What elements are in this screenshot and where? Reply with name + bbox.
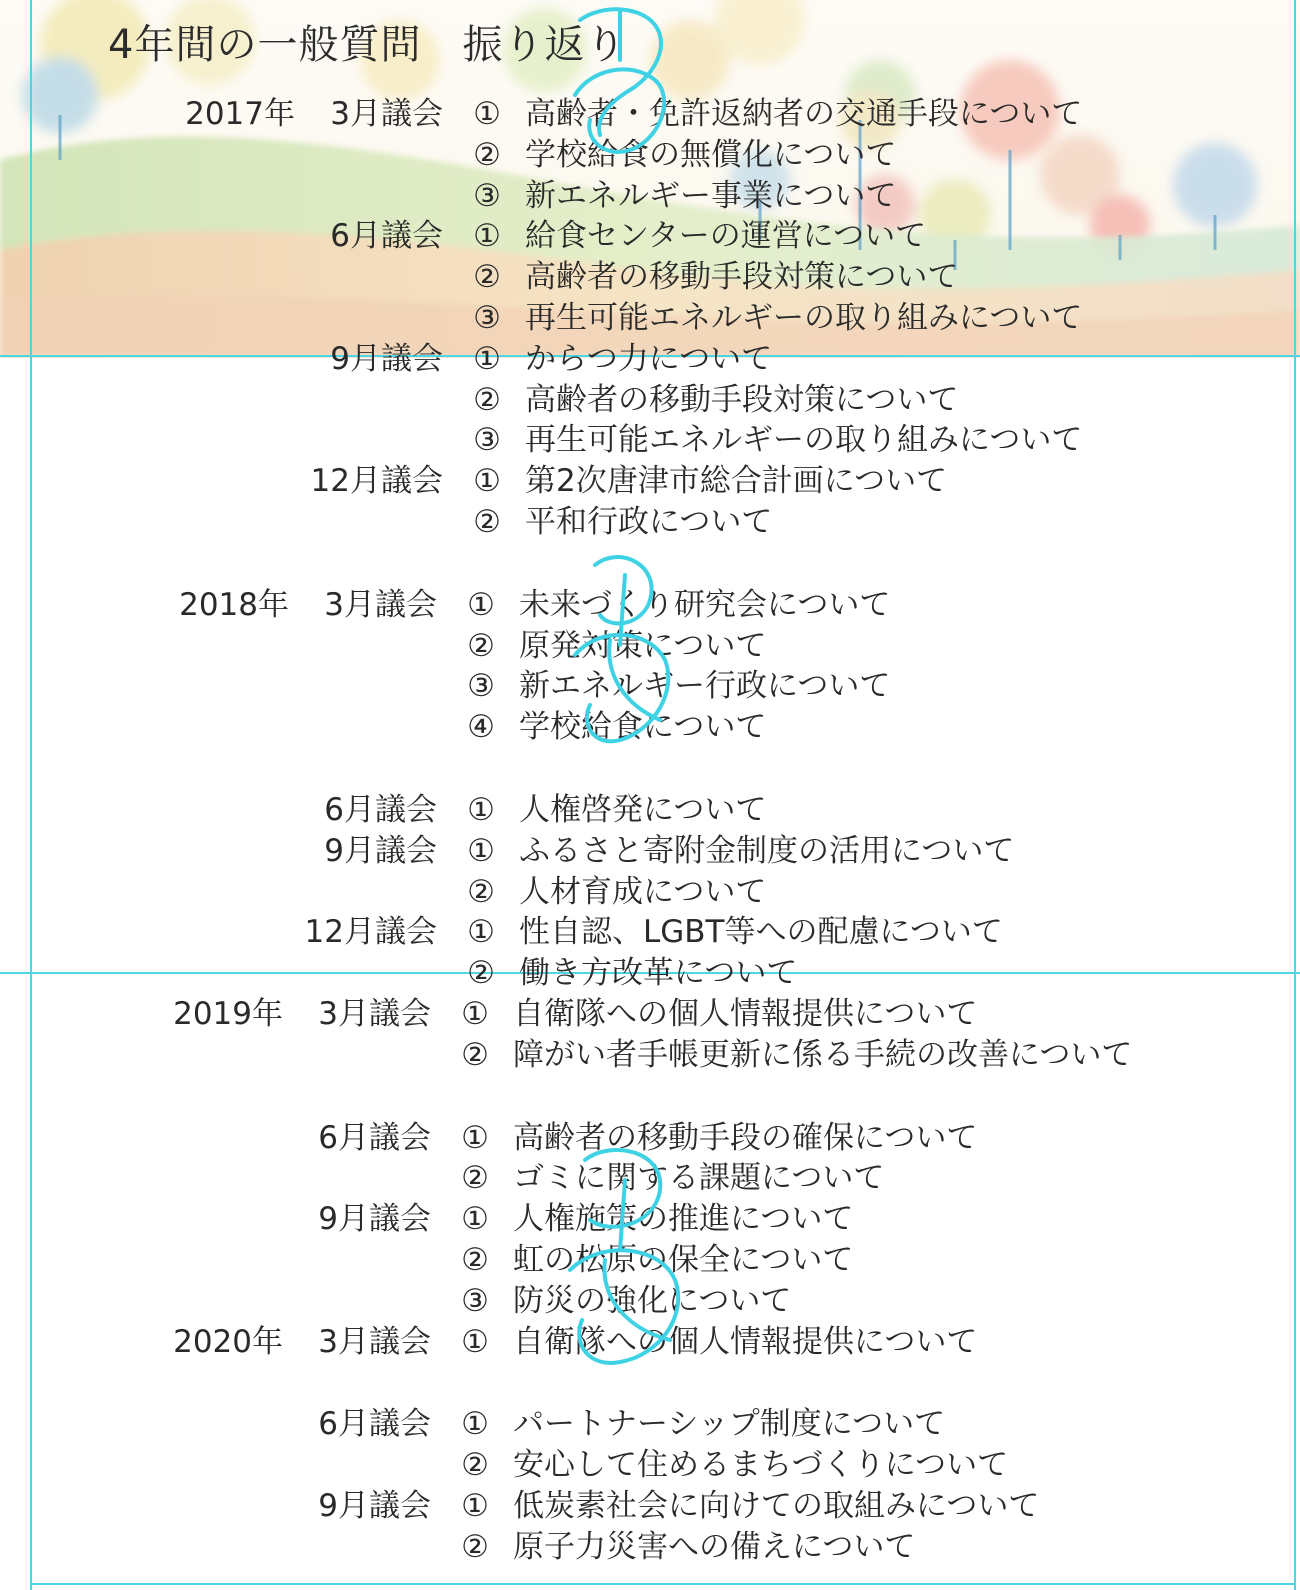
question-row	[0, 257, 1300, 297]
question-row	[0, 1445, 1300, 1485]
session-label: 3月議会	[318, 996, 431, 1032]
item-number: ①	[467, 833, 495, 869]
item-number: ②	[473, 382, 501, 418]
question-row	[0, 953, 1300, 993]
item-number: ②	[473, 259, 501, 295]
question-text: 高齢者の移動手段対策について	[525, 259, 959, 295]
question-row	[0, 216, 1300, 256]
question-row	[0, 912, 1300, 952]
question-row	[0, 380, 1300, 420]
question-row	[0, 135, 1300, 175]
item-number: ①	[461, 996, 489, 1032]
item-number: ②	[461, 1529, 489, 1565]
question-row	[0, 1035, 1300, 1075]
question-text: 安心して住めるまちづくりについて	[513, 1447, 1009, 1483]
question-text: ふるさと寄附金制度の活用について	[519, 833, 1015, 869]
question-text: 高齢者・免許返納者の交通手段について	[525, 96, 1083, 132]
question-row	[0, 872, 1300, 912]
question-text: 自衛隊への個人情報提供について	[513, 996, 978, 1032]
item-number: ④	[467, 709, 495, 745]
question-text: 防災の強化について	[513, 1283, 792, 1319]
question-text: 働き方改革について	[519, 955, 798, 991]
item-number: ①	[461, 1488, 489, 1524]
item-number: ①	[467, 792, 495, 828]
question-row	[0, 461, 1300, 501]
item-number: ③	[473, 422, 501, 458]
question-text: 障がい者手帳更新に係る手続の改善について	[513, 1037, 1133, 1073]
item-number: ②	[473, 504, 501, 540]
question-text: 人権施策の推進について	[513, 1201, 854, 1237]
question-row	[0, 585, 1300, 625]
item-number: ②	[473, 137, 501, 173]
item-number: ②	[467, 955, 495, 991]
session-label: 6月議会	[318, 1120, 431, 1156]
question-row	[0, 1281, 1300, 1321]
session-label: 3月議会	[324, 587, 437, 623]
question-text: 新エネルギー行政について	[519, 668, 891, 704]
question-text: パートナーシップ制度について	[513, 1406, 946, 1442]
question-row	[0, 298, 1300, 338]
session-label: 6月議会	[324, 792, 437, 828]
question-text: 虹の松原の保全について	[513, 1242, 854, 1278]
question-text: 性自認、LGBT等への配慮について	[519, 914, 1003, 950]
question-text: 第2次唐津市総合計画について	[525, 463, 948, 499]
session-label: 9月議会	[318, 1488, 431, 1524]
question-row	[0, 626, 1300, 666]
item-number: ①	[473, 341, 501, 377]
question-row	[0, 94, 1300, 134]
question-row	[0, 994, 1300, 1034]
page-title: 4年間の一般質問 振り返り	[108, 22, 627, 68]
year-label: 2018年	[179, 587, 289, 623]
session-label: 6月議会	[318, 1406, 431, 1442]
session-label: 9月議会	[318, 1201, 431, 1237]
year-label: 2019年	[173, 996, 283, 1032]
guide-line-bottom	[30, 1583, 1296, 1585]
question-text: 学校給食について	[519, 709, 767, 745]
question-row	[0, 502, 1300, 542]
item-number: ③	[473, 300, 501, 336]
year-label: 2020年	[173, 1324, 283, 1360]
question-text: 人権啓発について	[519, 792, 767, 828]
session-label: 6月議会	[330, 218, 443, 254]
question-text: 低炭素社会に向けての取組みについて	[513, 1488, 1040, 1524]
item-number: ①	[461, 1406, 489, 1442]
question-row	[0, 1486, 1300, 1526]
item-number: ②	[461, 1160, 489, 1196]
question-row	[0, 1199, 1300, 1239]
item-number: ②	[467, 628, 495, 664]
question-text: 再生可能エネルギーの取り組みについて	[525, 300, 1083, 336]
question-text: 再生可能エネルギーの取り組みについて	[525, 422, 1083, 458]
item-number: ①	[467, 914, 495, 950]
question-text: 人材育成について	[519, 874, 767, 910]
question-text: 新エネルギー事業について	[525, 178, 897, 214]
question-text: 学校給食の無償化について	[525, 137, 897, 173]
question-text: 自衛隊への個人情報提供について	[513, 1324, 978, 1360]
question-row	[0, 831, 1300, 871]
question-row	[0, 1158, 1300, 1198]
question-row	[0, 176, 1300, 216]
question-row	[0, 420, 1300, 460]
question-row	[0, 707, 1300, 747]
item-number: ①	[473, 96, 501, 132]
question-text: 平和行政について	[525, 504, 773, 540]
question-text: 高齢者の移動手段の確保について	[513, 1120, 978, 1156]
item-number: ②	[461, 1242, 489, 1278]
question-row	[0, 1404, 1300, 1444]
item-number: ①	[461, 1324, 489, 1360]
item-number: ③	[461, 1283, 489, 1319]
session-label: 3月議会	[318, 1324, 431, 1360]
question-text: ゴミに関する課題について	[513, 1160, 885, 1196]
item-number: ②	[461, 1447, 489, 1483]
question-text: 原子力災害への備えについて	[513, 1529, 916, 1565]
item-number: ①	[461, 1201, 489, 1237]
question-text: 高齢者の移動手段対策について	[525, 382, 959, 418]
question-row	[0, 339, 1300, 379]
item-number: ①	[473, 463, 501, 499]
question-row	[0, 790, 1300, 830]
item-number: ①	[473, 218, 501, 254]
session-label: 12月議会	[304, 914, 437, 950]
question-text: からつ力について	[525, 341, 773, 377]
question-row	[0, 1240, 1300, 1280]
item-number: ①	[467, 587, 495, 623]
item-number: ①	[461, 1120, 489, 1156]
session-label: 9月議会	[330, 341, 443, 377]
question-row	[0, 1118, 1300, 1158]
item-number: ②	[467, 874, 495, 910]
session-label: 9月議会	[324, 833, 437, 869]
item-number: ③	[467, 668, 495, 704]
question-text: 給食センターの運営について	[525, 218, 927, 254]
question-text: 未来づくり研究会について	[519, 587, 891, 623]
question-row	[0, 1527, 1300, 1567]
question-row	[0, 666, 1300, 706]
question-row	[0, 1322, 1300, 1362]
item-number: ③	[473, 178, 501, 214]
item-number: ②	[461, 1037, 489, 1073]
session-label: 3月議会	[330, 96, 443, 132]
year-label: 2017年	[185, 96, 295, 132]
session-label: 12月議会	[310, 463, 443, 499]
question-text: 原発対策について	[519, 628, 767, 664]
